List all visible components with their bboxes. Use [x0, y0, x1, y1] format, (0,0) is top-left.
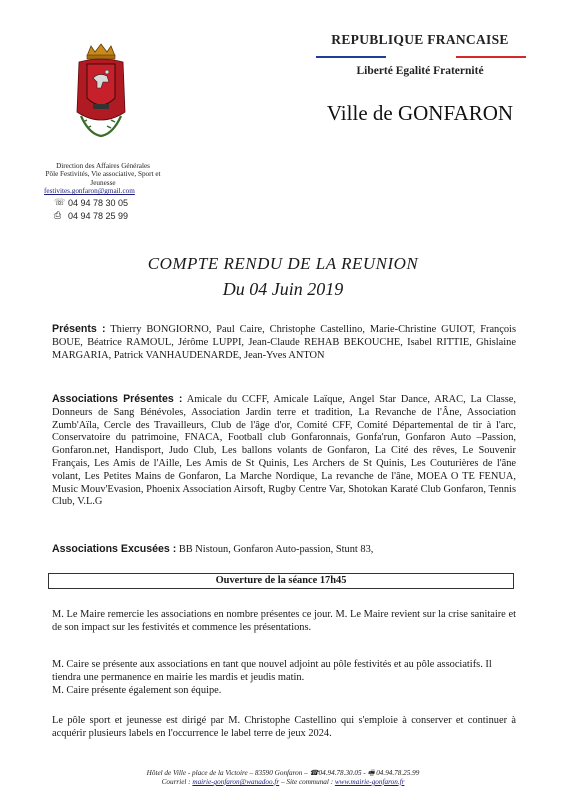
department-line: Jeunesse: [90, 178, 116, 187]
footer-phone: ☎04.94.78.30.05: [309, 769, 362, 777]
associations-excused-label: Associations Excusées :: [52, 543, 177, 555]
contact-email-link[interactable]: festivites.gonfaron@gmail.com: [44, 187, 135, 196]
flag-white-segment: [386, 56, 456, 58]
associations-present-list: Amicale du CCFF, Amicale Laïque, Angel Star Dance, ARAC, La Classe, Donneurs de Sang Bénévoles, Association Jardin terre et tradition, La Revanche de l'Âne, Association Zumb'Aïla, Cercle des Travailleurs, Club de l'âge d'or, Comité CFF, Comité Départemental de tir à l'arc, Conservatoire du patrimoine, FNACA, Football club Gonfaronnais, Gonfa'run, Gonfaron Auto –Passion, Gonfaron.net, Handisport, Judo Club, Les ballons volants de Gonfaron, La Cité des rêves, Le Souvenir Français, Les Amis de l'Aille, Les Amis de St Quinis, Les Archers de St Quinis, Les Couturières de l'âne volant, Les Petites Mains de Gonfaron, La Marche Nordique, La revanche de l'âne, MOEA O TE FENUA, Music Mouv'Evasion, Phoenix Association Airsoft, Rugby Centre Var, Shotokan Karaté Club Gonfaron, Tennis Club, V.L.G: [52, 394, 517, 508]
phone-number: 04 94 78 30 05: [68, 197, 129, 208]
caire-paragraph: [52, 659, 516, 697]
mayor-paragraph: M. Le Maire remercie les associations en nombre présentes ce jour. M. Le Maire revient sur la crise sanitaire et de son impact sur les festivités et commence les présentations.: [52, 609, 516, 633]
flag-red-segment: [456, 56, 526, 58]
contact-block: [44, 162, 162, 196]
telephone-icon: ☏: [54, 197, 66, 207]
fax-line: [54, 210, 128, 221]
footer-site-label: – Site communal :: [279, 778, 335, 786]
attendees-label: Présents :: [52, 323, 106, 335]
department-line: Pôle Festivités, Vie associative, Sport et: [45, 170, 161, 179]
republic-heading: REPUBLIQUE FRANCAISE: [331, 32, 509, 47]
caire-team-text: M. Caire présente également son équipe.: [52, 684, 222, 696]
department-line: Direction des Affaires Générales: [56, 162, 150, 170]
footer-email-link[interactable]: mairie-gonfaron@wanadoo.fr: [192, 778, 280, 786]
caire-intro-text: M. Caire se présente aux associations en tant que nouvel adjoint au pôle festivités et au pôle associatifs. Il tiendra une permanence en mairie les mardis et jeudis matin.: [52, 659, 492, 683]
flag-blue-segment: [316, 56, 386, 58]
footer-address: Hôtel de Ville - place de la Victoire – 83590 Gonfaron –: [146, 769, 310, 777]
attendees-paragraph: [52, 323, 516, 362]
city-name: Ville de GONFARON: [326, 101, 514, 125]
report-title: COMPTE RENDU DE LA REUNION: [147, 254, 419, 273]
footer-address-line: [0, 769, 566, 778]
attendees-list: Thierry BONGIORNO, Paul Caire, Christophe Castellino, Marie-Christine GUIOT, François BOUE, Béatrice RAMOUL, Jérôme LUPPI, Jean-Claude REHAB BEKOUCHE, Isabel RITTIE, Ghislaine MARGARIA, Patrick VANHAUDENARDE, Jean-Yves ANTON: [52, 324, 516, 361]
footer-fax: 🖷 04.94.78.25.99: [367, 769, 420, 777]
associations-excused-paragraph: [52, 543, 516, 557]
tricolor-line: [316, 56, 526, 58]
national-motto: Liberté Egalité Fraternité: [356, 65, 484, 77]
coat-of-arms-icon: [73, 42, 129, 140]
fax-number: 04 94 78 25 99: [68, 210, 129, 221]
footer-contact-line: [0, 778, 566, 787]
footer-courriel-label: Courriel :: [161, 778, 193, 786]
footer-website-link[interactable]: www.mairie-gonfaron.fr: [334, 778, 405, 786]
sport-paragraph: Le pôle sport et jeunesse est dirigé par M. Christophe Castellino qui s'emploie à conserver et continuer à acquérir plusieurs labels en l'occurrence le label terre de jeux 2024.: [52, 715, 516, 739]
session-opening-box: Ouverture de la séance 17h45: [48, 573, 514, 589]
page-footer: [0, 769, 566, 787]
phone-line: [54, 197, 128, 208]
associations-present-paragraph: [52, 393, 516, 509]
fax-icon: ⎙: [54, 210, 62, 220]
report-date: Du 04 Juin 2019: [222, 279, 344, 299]
footer-separator: -: [361, 769, 368, 777]
associations-present-label: Associations Présentes :: [52, 393, 183, 405]
associations-excused-list: BB Nistoun, Gonfaron Auto-passion, Stunt 83,: [176, 544, 374, 555]
